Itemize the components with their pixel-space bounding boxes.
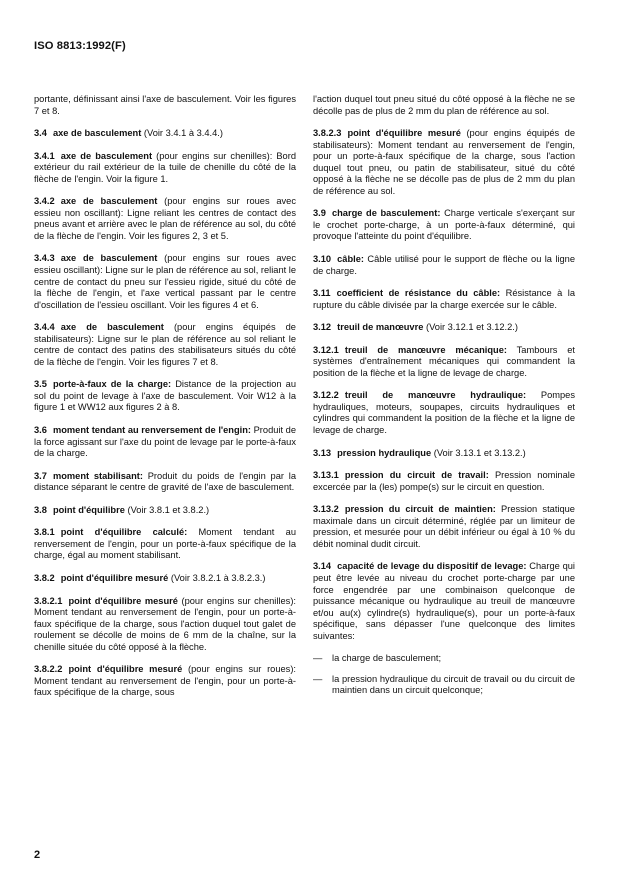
section-3-13: 3.13 pression hydraulique (Voir 3.13.1 et 3.13.2.) (313, 447, 526, 458)
left-column (34, 94, 296, 710)
section-3-4-4: 3.4.4 axe de basculement (pour engins équipés de stabilisateurs): Ligne sur le plan de référence au sol reliant le centre de contact des patins des stabilisateurs situés du côté de la flèche de l'engin. Voir les figures 7 et 8. (34, 322, 296, 367)
section-3-8-2: 3.8.2 point d'équilibre mesuré (Voir 3.8.2.1 à 3.8.2.3.) (34, 572, 266, 583)
section-3-13-1: 3.13.1 pression du circuit de travail: Pression nominale excercée par la (les) pompe(s) sur le circuit en question. (313, 470, 575, 492)
section-3-8-1: 3.8.1 point d'équilibre calculé: Moment tendant au renversement de l'engin, pour un porte-à-faux spécifique de la charge, égal au moment stabilisant. (34, 527, 296, 561)
dash-bullet: — (313, 673, 323, 684)
section-3-9: 3.9 charge de basculement: Charge verticale s'exerçant sur le crochet porte-charge, à un porte-à-faux déterminé, qui provoque l'atteinte du point d'équilibre. (313, 208, 576, 242)
paragraph: l'action duquel tout pneu situé du côté opposé à la flèche ne se décolle pas de plus de 2 mm du plan de référence au sol. (313, 94, 575, 116)
section-3-4-1: 3.4.1 axe de basculement (pour engins sur chenilles): Bord extérieur du rail extérieur de la tuile de chenille du côté de la flèche de l'engin. Voir la figure 1. (34, 150, 296, 184)
section-3-12-2: 3.12.2 treuil de manœuvre hydraulique: Pompes hydrauliques, moteurs, soupapes, circuits hydrauliques et cylindres qui commandent la position de la flèche et la ligne de levage de charge. (313, 390, 575, 436)
section-3-8-2-1: 3.8.2.1 point d'équilibre mesuré (pour engins sur chenilles): Moment tendant au renversement de l'engin, pour un porte-à-faux spécifique de la charge, sous l'action duquel tout galet de roulement se décolle de moins de 6 mm de la chaîne, sur la chenille située du côté opposé à la flèche. (34, 595, 296, 652)
section-3-8-2-2: 3.8.2.2 point d'équilibre mesuré (pour engins sur roues): Moment tendant au renversement de l'engin, pour un porte-à-faux spécifique de la charge, sous (34, 664, 297, 698)
section-3-11: 3.11 coefficient de résistance du câble: Résistance à la rupture du câble divisée par la charge exercée sur le câble. (313, 288, 575, 310)
section-3-4-3: 3.4.3 axe de basculement (pour engins sur roues avec essieu oscillant): Ligne sur le plan de référence au sol, reliant le centre de contact du pneu sur l'essieu rigide, situé du côté de la flèche de l'engin, et l'axe vertical passant par le centre d'oscillation de l'essieu oscillant. Voir les figures 4 et 6. (34, 253, 297, 310)
section-3-14: 3.14 capacité de levage du dispositif de levage: Charge qui peut être levée au niveau du crochet porte-charge par une force engendrée par une combinaison quelconque de puissance mécanique ou hydraulique au treuil de manœuvre et/ou au(x) cylindre(s) hydraulique(s), pour un porte-à-faux spécifique, sans dépasser l'une quelconque des limites suivantes: (313, 561, 575, 641)
paragraph: portante, définissant ainsi l'axe de basculement. Voir les figures 7 et 8. (34, 94, 296, 116)
section-3-12-1: 3.12.1 treuil de manœuvre mécanique: Tambours et systèmes d'entraînement mécaniques qui commandent la position de la flèche et la ligne de levage de charge. (313, 344, 575, 378)
limits-list (313, 653, 575, 697)
page-number: 2 (34, 849, 41, 861)
section-3-12: 3.12 treuil de manœuvre (Voir 3.12.1 et 3.12.2.) (313, 322, 518, 333)
section-3-13-2: 3.13.2 pression du circuit de maintien: Pression statique maximale dans un circuit déterminé, réglée par un limiteur de pression, et mesurée pour un débit inférieur ou égal à 10 % du débit nominal dudit circuit. (313, 504, 575, 549)
section-3-6: 3.6 moment tendant au renversement de l'engin: Produit de la force agissant sur l'axe du point de levage par le porte-à-faux de la charge. (34, 425, 297, 459)
document-header: ISO 8813:1992(F) (34, 40, 126, 52)
section-3-7: 3.7 moment stabilisant: Produit du poids de l'engin par la distance séparant le centre de gravité de l'axe de basculement. (34, 470, 296, 493)
section-3-8: 3.8 point d'équilibre (Voir 3.8.1 et 3.8.2.) (34, 504, 210, 515)
list-item: — la charge de basculement; (313, 653, 442, 664)
section-3-10: 3.10 câble: Câble utilisé pour le support de flèche ou la ligne de charge. (313, 254, 575, 276)
list-item: — la pression hydraulique du circuit de travail ou du circuit de maintien dans un circuit quelconque; (313, 673, 575, 696)
section-3-4: 3.4 axe de basculement (Voir 3.4.1 à 3.4.4.) (34, 128, 223, 139)
dash-bullet: — (313, 653, 323, 664)
section-3-5: 3.5 porte-à-faux de la charge: Distance de la projection au sol du point de levage à l'axe de basculement. Voir W12 à la figure 1 et WW12 aux figures 2 à 8. (34, 379, 296, 413)
section-3-4-2: 3.4.2 axe de basculement (pour engins sur roues avec essieu non oscillant): Ligne reliant les centres de contact des pneus avant et arrière avec le plan de référence au sol, du côté de la flèche de l'engin. Voir les figures 2, 3 et 5. (34, 196, 296, 241)
section-3-8-2-3: 3.8.2.3 point d'équilibre mesuré (pour engins équipés de stabilisateurs): Moment tendant au renversement de l'engin, pour un porte-à-faux spécifique de la charge, sous l'action duquel tout pneu, ou patin de stabilisateur, situé du côté opposé à la flèche ne se décolle pas de plus de 2 mm du plan de référence au sol. (313, 128, 575, 196)
right-column (313, 94, 575, 706)
